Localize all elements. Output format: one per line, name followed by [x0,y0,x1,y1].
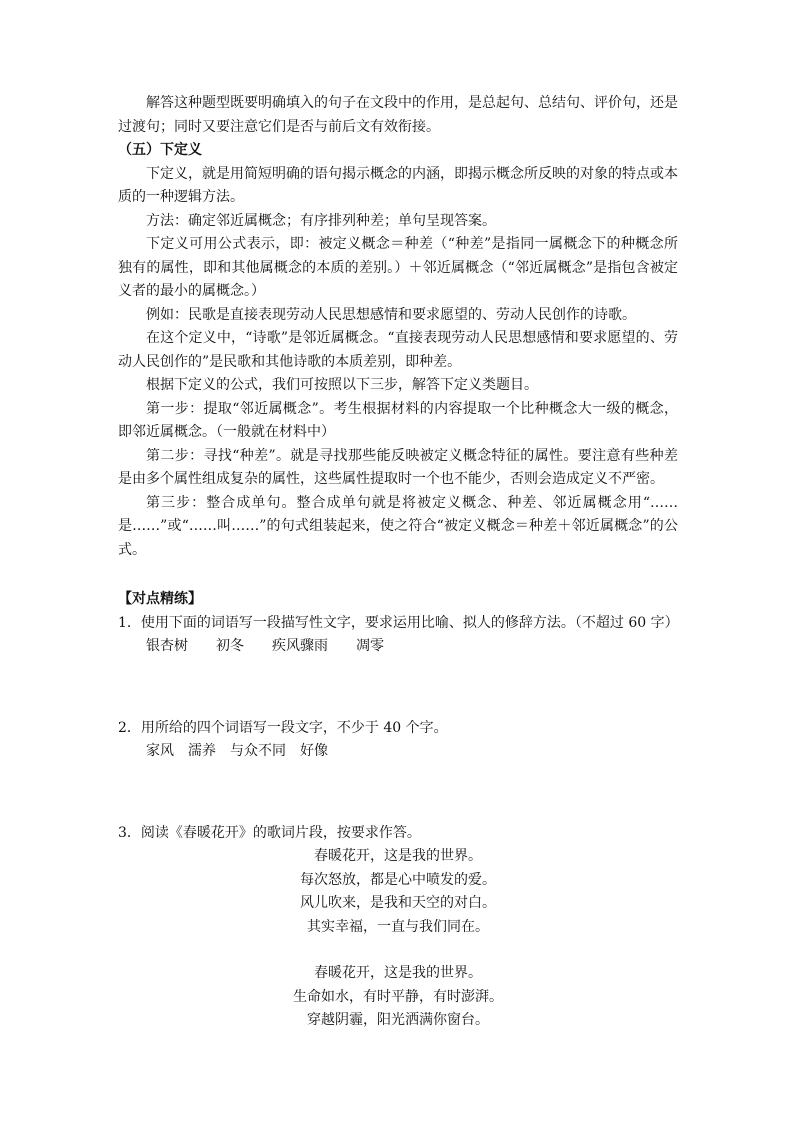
intro-paragraph: 解答这种题型既要明确填入的句子在文段中的作用，是总起句、总结句、评价句，还是过渡句；同时又要注意它们是否与前后文有效衔接。 [118,95,678,135]
lyric-line: 穿越阴霾，阳光洒满你窗台。 [307,1012,489,1028]
lyric-line: 风儿吹来，是我和天空的对白。 [300,895,496,911]
question-2-words: 家风 濡养 与众不同 好像 [146,743,328,759]
step-one-paragraph: 第一步：提取“邻近属概念”。考生根据材料的内容提取一个比种概念大一级的概念，即邻近属概念。（一般就在材料中） [118,400,678,440]
song-lyrics [118,845,678,1033]
step-two-paragraph: 第二步：寻找“种差”。就是寻找那些能反映被定义概念特征的属性。要注意有些种差是由多个属性组成复杂的属性，这些属性提取时一个也不能少，否则会造成定义不严密。 [118,447,678,487]
question-2: 2．用所给的四个词语写一段文字，不少于 40 个字。 [118,719,448,736]
question-1-words: 银杏树 初冬 疾风骤雨 凋零 [146,638,384,654]
explanation-paragraph: 在这个定义中，“诗歌”是邻近属概念。“直接表现劳动人民思想感情和要求愿望的、劳动人民创作的”是民歌和其他诗歌的本质差别，即种差。 [118,330,678,370]
section-heading: （五）下定义 [118,142,202,158]
lyric-line: 其实幸福，一直与我们同在。 [307,918,489,935]
lyric-line: 春暖花开，这是我的世界。 [314,848,482,864]
formula-paragraph: 下定义可用公式表示，即：被定义概念＝种差（“种差”是指同一属概念下的种概念所独有的属性，即和其他属概念的本质的差别。）＋邻近属概念（“邻近属概念”是指包含被定义者的最小的属概念。） [118,236,678,299]
method-paragraph: 方法：确定邻近属概念；有序排列种差；单句呈现答案。 [146,212,496,229]
example-paragraph: 例如：民歌是直接表现劳动人民思想感情和要求愿望的、劳动人民创作的诗歌。 [146,306,636,323]
lyric-line: 春暖花开，这是我的世界。 [314,965,482,981]
lyric-line: 每次怒放，都是心中喷发的爱。 [300,871,496,888]
definition-paragraph: 下定义，就是用简短明确的语句揭示概念的内涵，即揭示概念所反映的对象的特点或本质的一种逻辑方法。 [118,165,678,205]
steps-intro-paragraph: 根据下定义的公式，我们可按照以下三步，解答下定义类题目。 [146,377,538,393]
step-three-paragraph: 第三步：整合成单句。整合成单句就是将被定义概念、种差、邻近属概念用“……是……”或“……叫……”的句式组装起来，使之符合“被定义概念＝种差＋邻近属概念”的公式。 [118,494,678,558]
question-3: 3．阅读《春暖花开》的歌词片段，按要求作答。 [118,824,421,841]
document-page [118,92,678,1033]
question-1: 1．使用下面的词语写一段描写性文字，要求运用比喻、拟人的修辞方法。（不超过 60 字） [118,614,679,631]
practice-heading: 【对点精练】 [118,591,202,607]
lyric-line: 生命如水，有时平静，有时澎湃。 [293,988,503,1005]
